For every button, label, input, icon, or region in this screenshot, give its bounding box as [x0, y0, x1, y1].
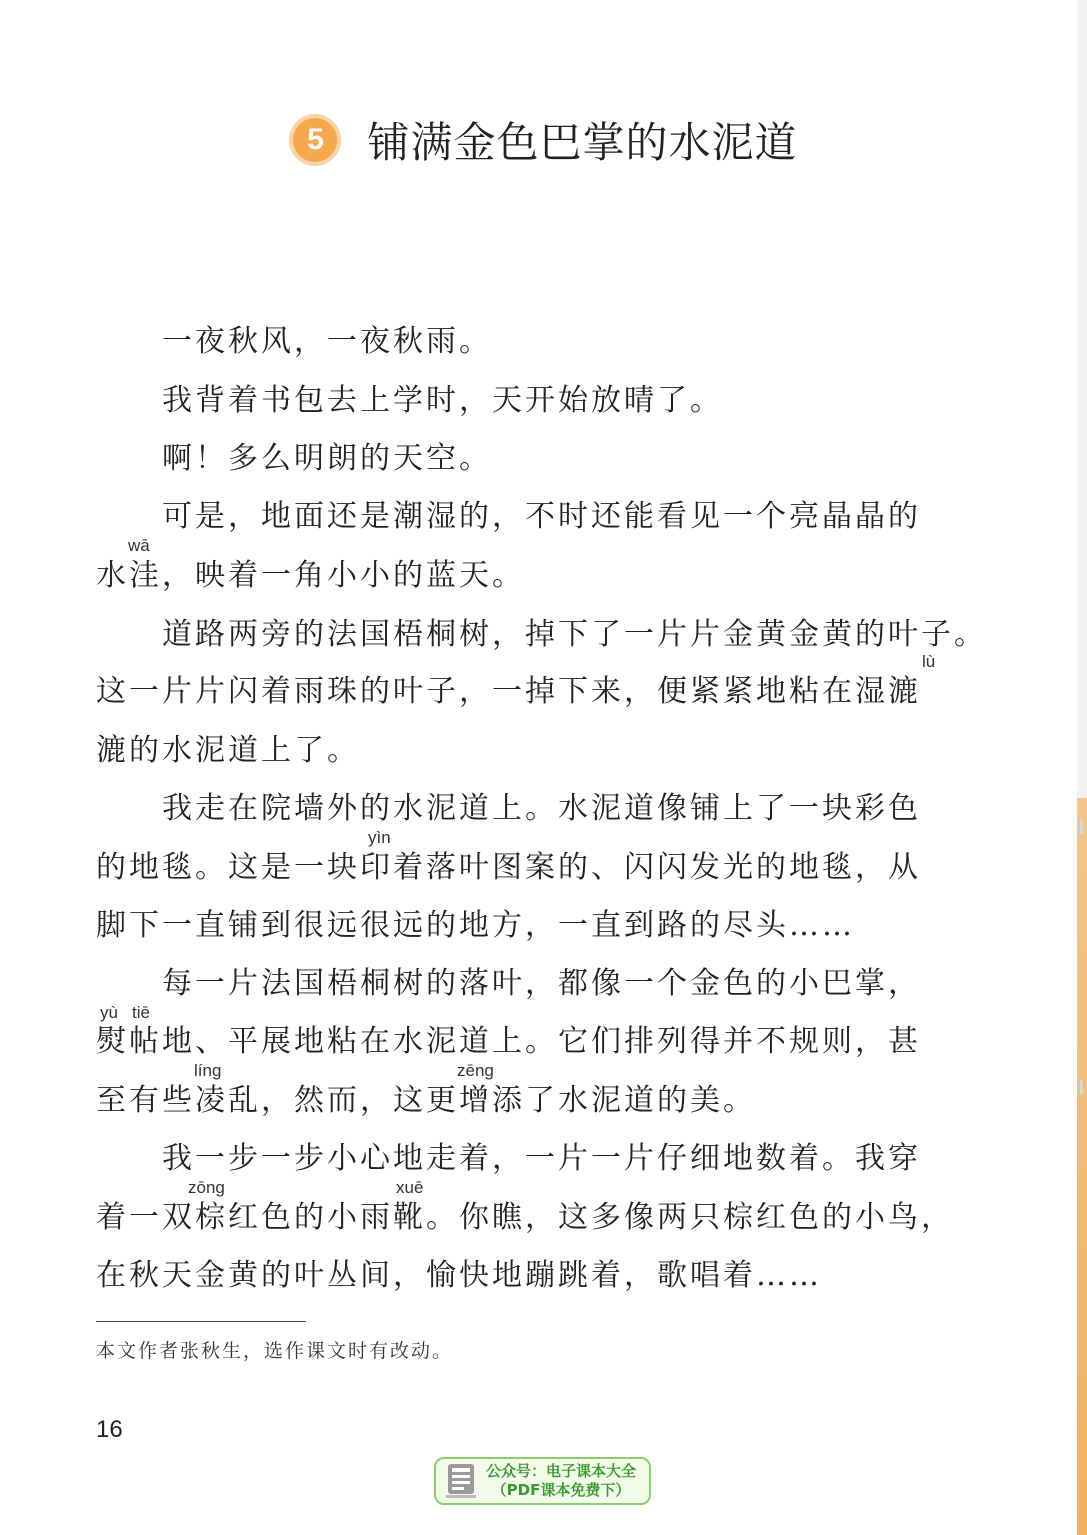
- text-line: 水洼，映着一角小小的蓝天。: [96, 558, 525, 593]
- pinyin-annotation: zōng: [188, 1178, 225, 1197]
- text-line: 漉的水泥道上了。: [96, 733, 360, 768]
- watermark-stamp: [434, 1457, 651, 1505]
- text-line: 的地毯。这是一块印着落叶图案的、闪闪发光的地毯，从: [96, 850, 921, 885]
- text-line: 我走在院墙外的水泥道上。水泥道像铺上了一块彩色: [162, 791, 921, 826]
- pinyin-annotation: wā: [128, 536, 150, 555]
- text-line: 一夜秋风，一夜秋雨。: [162, 324, 492, 359]
- text-line: 在秋天金黄的叶丛间，愉快地蹦跳着，歌唱着……: [96, 1258, 822, 1293]
- pinyin-annotation: lù: [922, 652, 936, 671]
- page-number: 16: [96, 1416, 123, 1443]
- text-line: 着一双棕红色的小雨靴。你瞧，这多像两只棕红色的小鸟，: [96, 1200, 954, 1235]
- text-line: 我一步一步小心地走着，一片一片仔细地数着。我穿: [162, 1141, 921, 1176]
- lesson-number: 5: [307, 123, 324, 156]
- pinyin-annotation: yù: [100, 1003, 118, 1022]
- text-line: 至有些凌乱，然而，这更增添了水泥道的美。: [96, 1083, 756, 1118]
- lesson-header: [0, 110, 1087, 170]
- text-line: 熨帖地、平展地粘在水泥道上。它们排列得并不规则，甚: [96, 1024, 921, 1059]
- edge-mark: [1080, 820, 1083, 834]
- lesson-number-badge: [289, 114, 341, 166]
- lesson-title: 铺满金色巴掌的水泥道: [367, 118, 798, 167]
- stamp-text: [486, 1462, 636, 1500]
- footnote: 本文作者张秋生，选作课文时有改动。: [96, 1340, 454, 1362]
- page-edge-strip: [1077, 0, 1087, 1535]
- text-line: 每一片法国梧桐树的落叶，都像一个金色的小巴掌，: [162, 966, 921, 1001]
- text-line: 道路两旁的法国梧桐树，掉下了一片片金黄金黄的叶子。: [162, 617, 987, 652]
- text-line: 这一片片闪着雨珠的叶子，一掉下来，便紧紧地粘在湿漉: [96, 674, 921, 709]
- pinyin-annotation: tiē: [132, 1003, 150, 1022]
- pinyin-annotation: xuē: [396, 1178, 424, 1197]
- text-line: 啊！多么明朗的天空。: [162, 441, 492, 476]
- text-line: 我背着书包去上学时，天开始放晴了。: [162, 383, 723, 418]
- stamp-line-1: 公众号：电子课本大全: [486, 1462, 637, 1480]
- footnote-divider: [96, 1321, 306, 1322]
- edge-mark: [1080, 1080, 1083, 1094]
- text-line: 可是，地面还是潮湿的，不时还能看见一个亮晶晶的: [162, 499, 921, 534]
- pinyin-annotation: líng: [194, 1061, 222, 1080]
- text-line: 脚下一直铺到很远很远的地方，一直到路的尽头……: [96, 908, 855, 943]
- book-logo-icon: [444, 1462, 478, 1500]
- stamp-line-2: （PDF课本免费下）: [491, 1481, 631, 1499]
- pinyin-annotation: yìn: [368, 828, 391, 847]
- pinyin-annotation: zēng: [457, 1061, 494, 1080]
